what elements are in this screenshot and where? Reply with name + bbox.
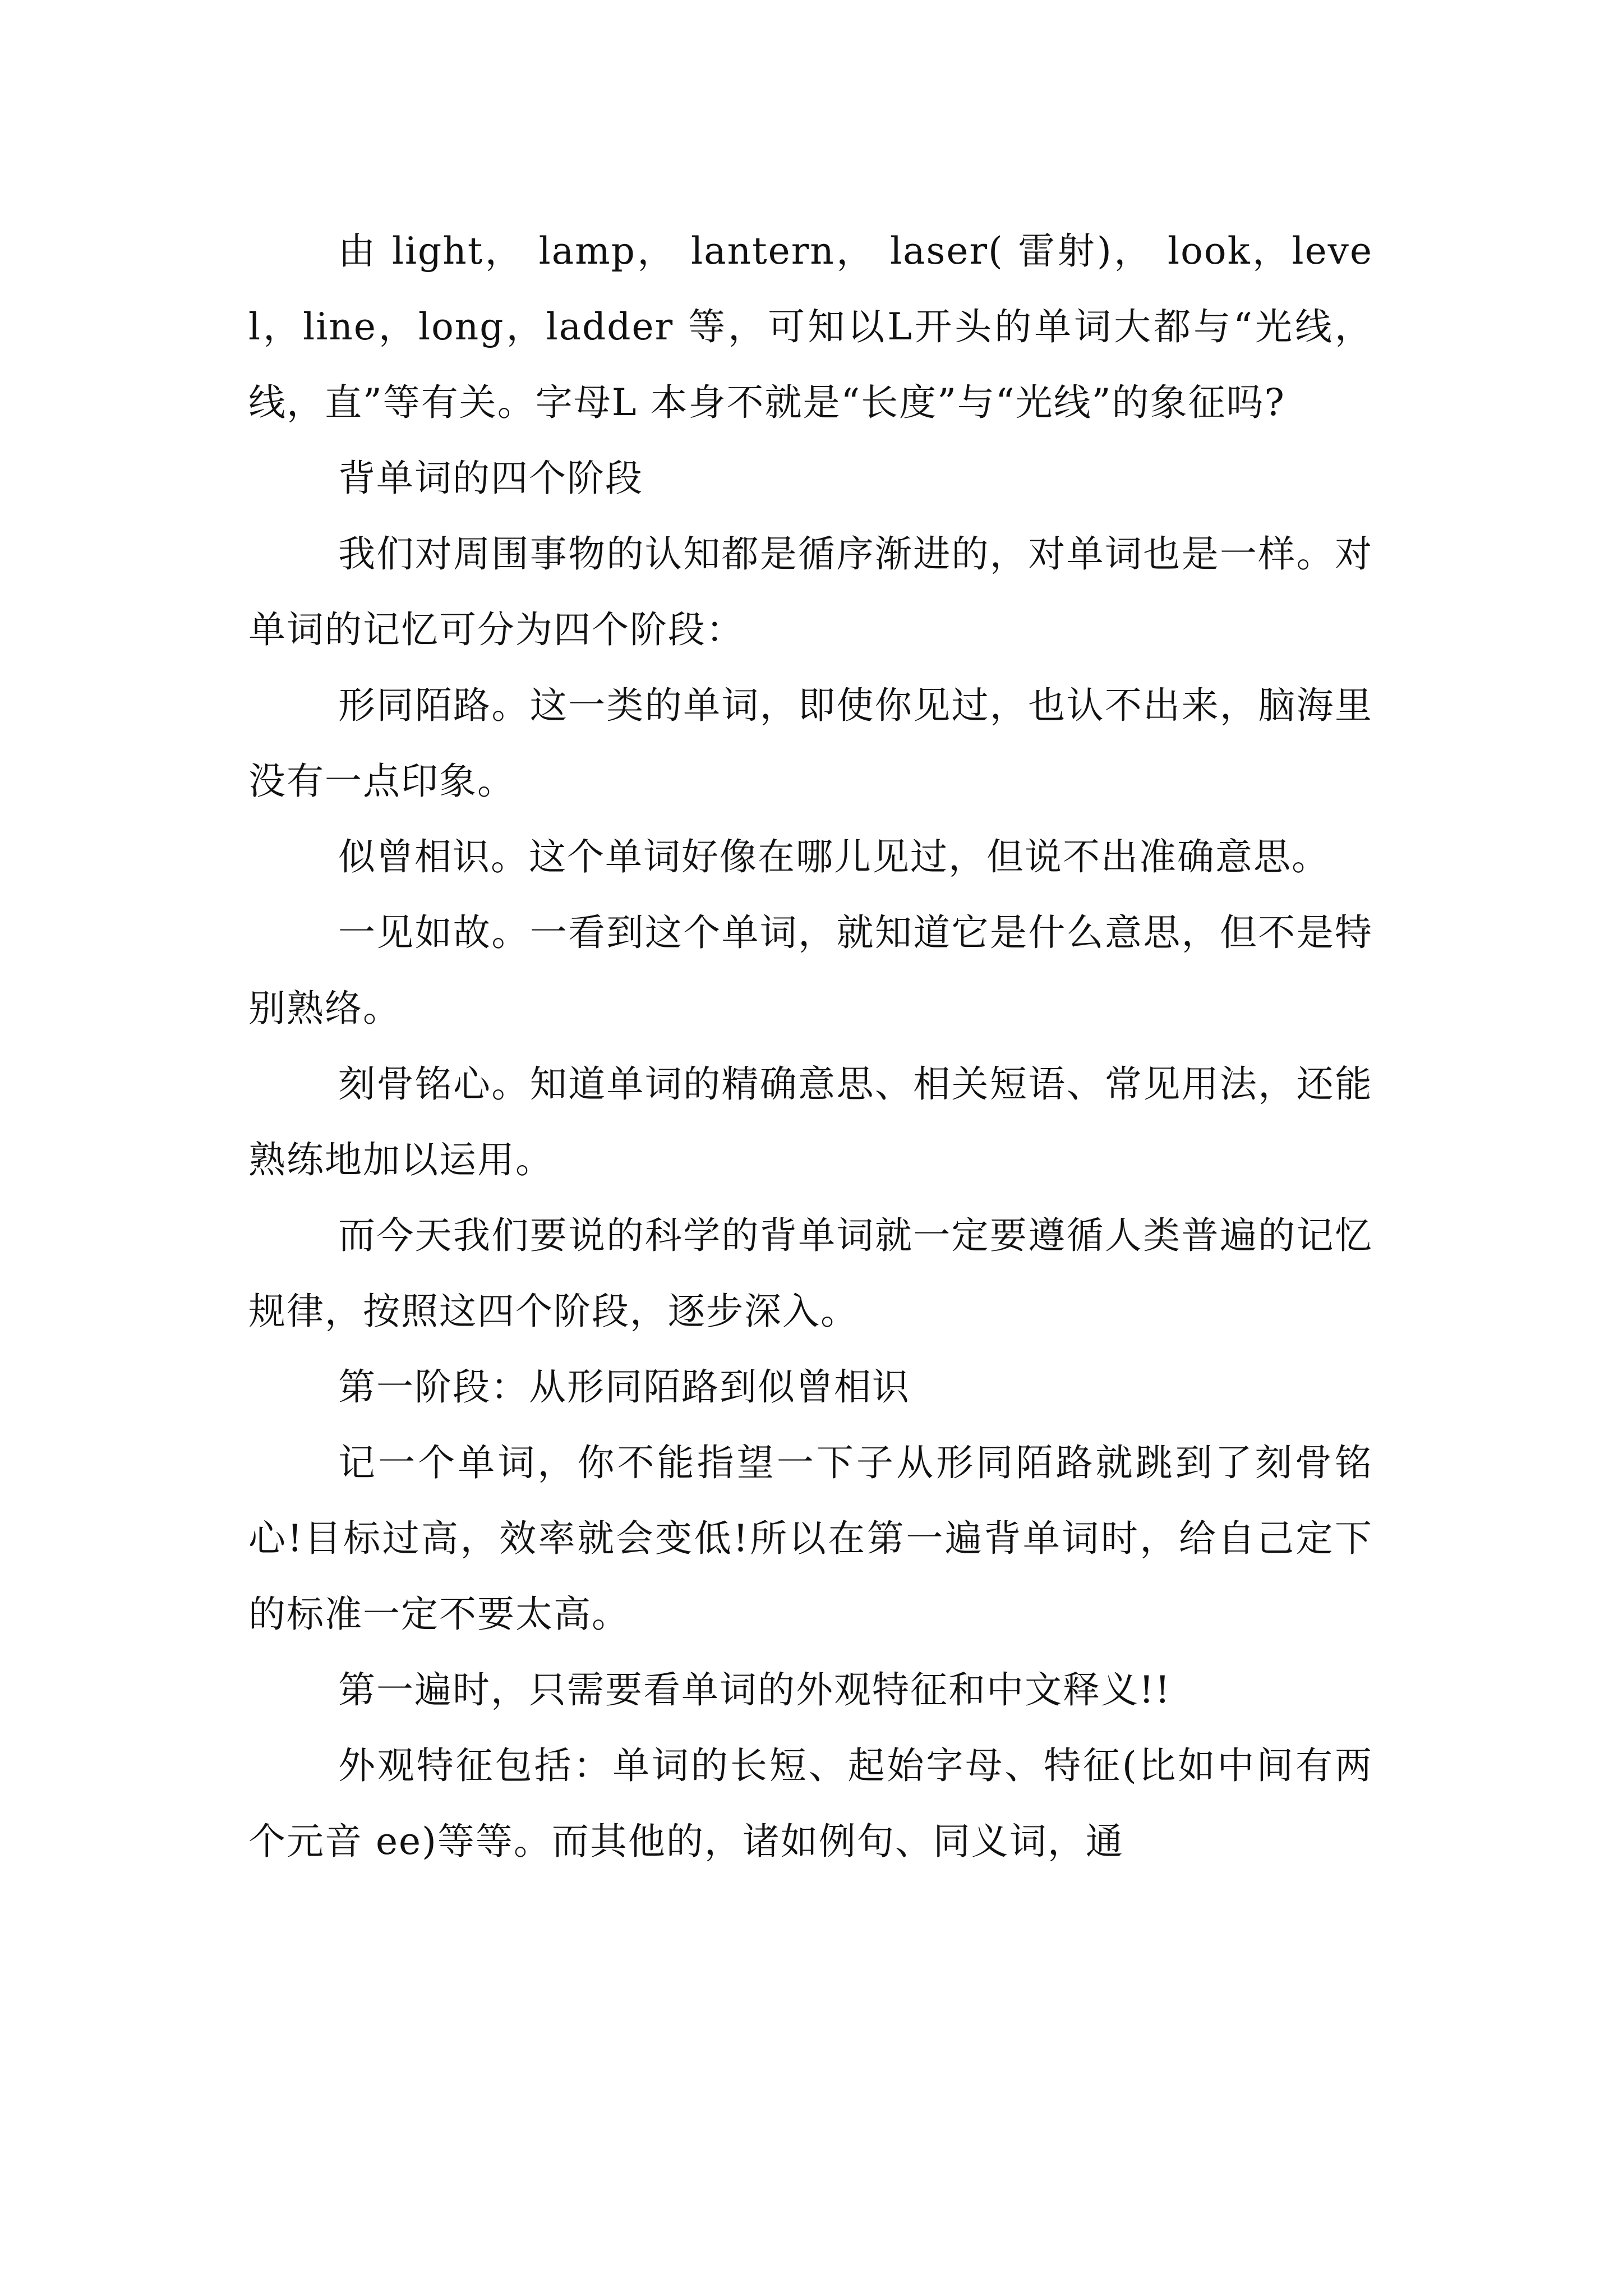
paragraph-memory-law: 而今天我们要说的科学的背单词就一定要遵循人类普遍的记忆规律，按照这四个阶段，逐步深入。 bbox=[248, 1214, 1373, 1333]
paragraph-appearance-features: 外观特征包括：单词的长短、起始字母、特征(比如中间有两个元音 ee)等等。而其他的，诸如例句、同义词，通 bbox=[248, 1744, 1373, 1863]
paragraph-first-pass: 第一遍时，只需要看单词的外观特征和中文释义!! bbox=[338, 1668, 1172, 1711]
document-page bbox=[248, 213, 1373, 1879]
paragraph-cognition: 我们对周围事物的认知都是循序渐进的，对单词也是一样。对单词的记忆可分为四个阶段： bbox=[248, 532, 1373, 651]
paragraph-stage-stranger: 形同陌路。这一类的单词，即使你见过，也认不出来，脑海里没有一点印象。 bbox=[248, 684, 1373, 803]
heading-stage-one: 第一阶段：从形同陌路到似曾相识 bbox=[338, 1365, 910, 1409]
heading-four-stages: 背单词的四个阶段 bbox=[338, 457, 643, 500]
paragraph-stage-old-friend: 一见如故。一看到这个单词，就知道它是什么意思，但不是特别熟络。 bbox=[248, 911, 1373, 1030]
paragraph-stage-engraved: 刻骨铭心。知道单词的精确意思、相关短语、常见用法，还能熟练地加以运用。 bbox=[248, 1062, 1373, 1181]
paragraph-low-standard: 记一个单词，你不能指望一下子从形同陌路就跳到了刻骨铭心!目标过高，效率就会变低!所以在第一遍背单词时，给自己定下的标准一定不要太高。 bbox=[248, 1441, 1373, 1636]
paragraph-stage-familiar: 似曾相识。这个单词好像在哪儿见过，但说不出准确意思。 bbox=[338, 835, 1330, 878]
paragraph-l-words: 由 light， lamp， lantern， laser( 雷射)， look，level，line，long，ladder 等，可知以L开头的单词大都与“光线，线，直”等有关。字母L 本身不就是“长度”与“光线”的象征吗? bbox=[248, 229, 1373, 424]
